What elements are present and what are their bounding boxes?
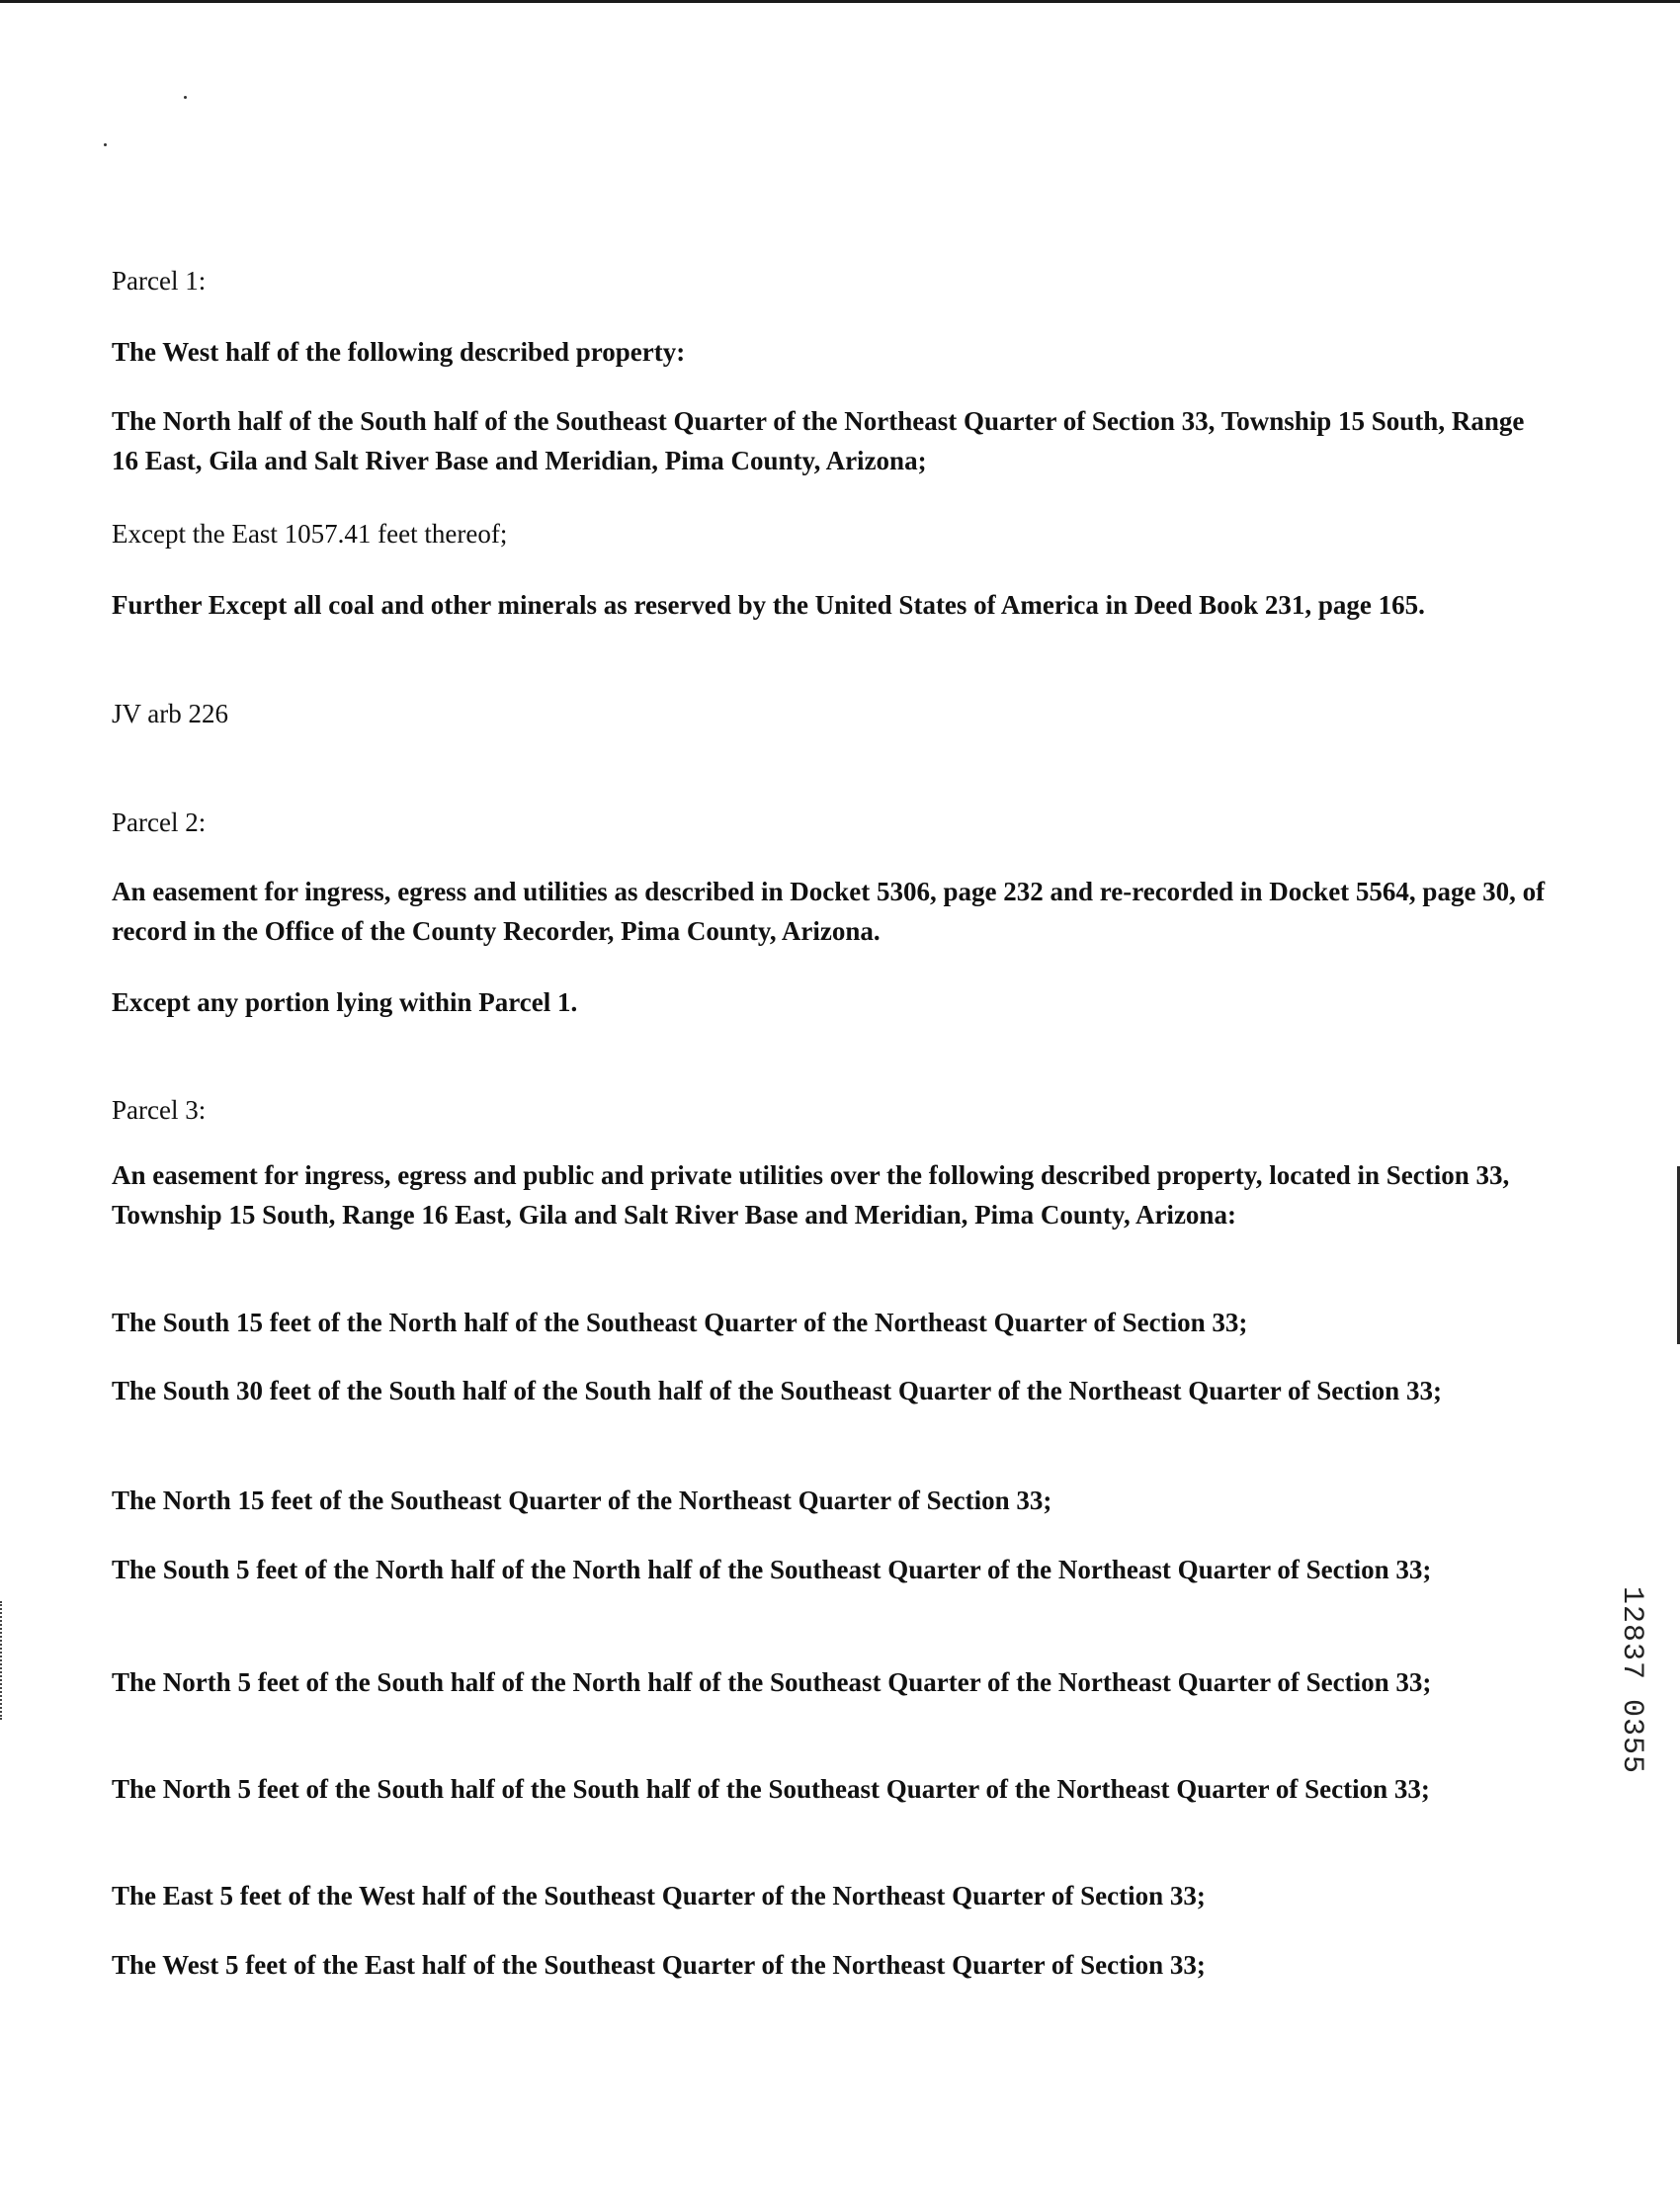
parcel-3-item: The South 30 feet of the South half of the South half of the Southeast Quarter of the Northeast Quarter of Section 33; (112, 1376, 1442, 1405)
parcel-3-item: The South 5 feet of the North half of the North half of the Southeast Quarter of the Northeast Quarter of Section 33; (112, 1555, 1432, 1584)
parcel-1-mineral-exception: Further Except all coal and other minerals as reserved by the United States of America in Deed Book 231, page 165. (112, 590, 1425, 620)
parcel-1-exception: Except the East 1057.41 feet thereof; (112, 519, 508, 549)
scan-speck (104, 143, 107, 146)
parcel-3-item: The West 5 feet of the East half of the Southeast Quarter of the Northeast Quarter of Section 33; (112, 1950, 1206, 1980)
parcel-2-heading: Parcel 2: (112, 807, 207, 837)
parcel-3-item: The East 5 feet of the West half of the Southeast Quarter of the Northeast Quarter of Section 33; (112, 1881, 1206, 1911)
reference-note: JV arb 226 (112, 699, 228, 728)
parcel-1-heading: Parcel 1: (112, 266, 207, 296)
scan-speck (184, 96, 187, 99)
scan-left-marks (0, 1601, 6, 1720)
parcel-3-description: An easement for ingress, egress and public and private utilities over the following described property, located in Section 33, Township 15 South, Range 16 East, Gila and Salt River Base and Meridian, Pima County, Arizona: (112, 1160, 1510, 1230)
recording-stamp: 12837 0355 (1615, 1586, 1648, 1775)
parcel-3-heading: Parcel 3: (112, 1095, 207, 1125)
parcel-1-intro: The West half of the following described property: (112, 337, 686, 367)
parcel-3-item: The North 5 feet of the South half of the North half of the Southeast Quarter of the Northeast Quarter of Section 33; (112, 1667, 1432, 1697)
parcel-2-exception: Except any portion lying within Parcel 1. (112, 987, 578, 1017)
parcel-1-description: The North half of the South half of the Southeast Quarter of the Northeast Quarter of Section 33, Township 15 South, Range 16 East, Gila and Salt River Base and Meridian, Pima County, Arizona; (112, 406, 1525, 475)
parcel-3-item: The North 5 feet of the South half of the South half of the Southeast Quarter of the Northeast Quarter of Section 33; (112, 1774, 1430, 1804)
parcel-2-description: An easement for ingress, egress and utilities as described in Docket 5306, page 232 and re-recorded in Docket 5564, page 30, of record in the Office of the County Recorder, Pima County, Arizona. (112, 877, 1546, 946)
scan-top-edge (0, 0, 1680, 3)
parcel-3-item: The South 15 feet of the North half of the Southeast Quarter of the Northeast Quarter of Section 33; (112, 1308, 1248, 1337)
parcel-3-item: The North 15 feet of the Southeast Quarter of the Northeast Quarter of Section 33; (112, 1486, 1052, 1515)
